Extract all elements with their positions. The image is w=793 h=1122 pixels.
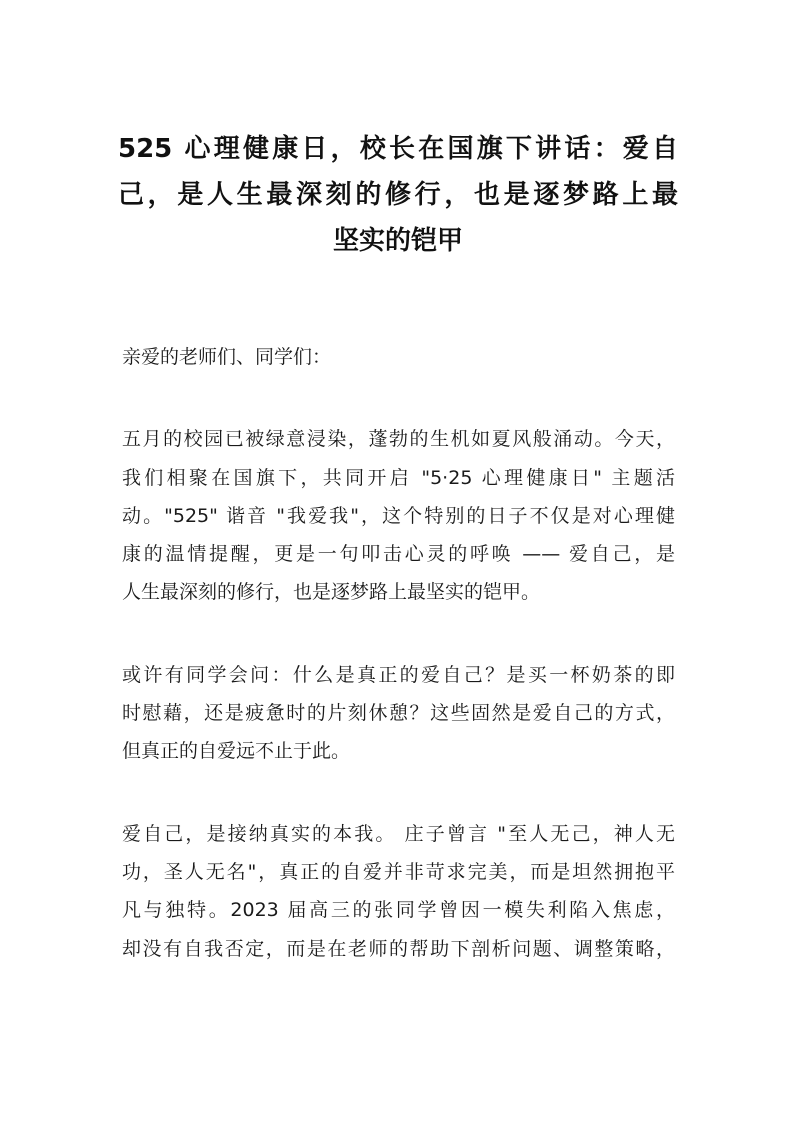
text-line: 人生最深刻的修行，也是逐梦路上最坚实的铠甲。 (122, 581, 541, 604)
text-line: 动。"525" 谐音 "我爱我"，这个特别的日子不仅是对心理健 (122, 504, 675, 527)
text-line: 功，圣人无名"，真正的自爱并非苛求完美，而是坦然拥抱平 (122, 860, 675, 883)
text-line: 爱自己，是接纳真实的本我。 庄子曾言 "至人无己，神人无 (122, 822, 675, 845)
text-line: 时慰藉，还是疲惫时的片刻休憩？这些固然是爱自己的方式， (122, 702, 675, 725)
text-line: 但真正的自爱远不止于此。 (122, 740, 351, 763)
greeting: 亲爱的老师们、同学们： (122, 346, 332, 368)
text-line: 或许有同学会问：什么是真正的爱自己？是买一杯奶茶的即 (122, 663, 675, 686)
text-line: 五月的校园已被绿意浸染，蓬勃的生机如夏风般涌动。今天， (122, 428, 675, 451)
title-line: 坚实的铠甲 (332, 226, 463, 256)
document-title (118, 126, 678, 264)
text-line: 康的温情提醒，更是一句叩击心灵的呼唤 —— 爱自己，是 (122, 543, 675, 566)
title-line: 己，是人生最深刻的修行，也是逐梦路上最 (118, 180, 678, 210)
paragraph (122, 815, 675, 968)
text-line: 却没有自我否定，而是在老师的帮助下剖析问题、调整策略， (122, 937, 675, 960)
text-line: 我们相聚在国旗下，共同开启 "5·25 心理健康日" 主题活 (122, 466, 675, 489)
greeting-paragraph (122, 338, 675, 376)
paragraph (122, 656, 675, 771)
text-line: 凡与独特。2023 届高三的张同学曾因一模失利陷入焦虑， (122, 899, 675, 922)
title-line: 525 心理健康日，校长在国旗下讲话：爱自 (118, 134, 678, 164)
paragraph (122, 420, 675, 611)
document-body (122, 338, 675, 1012)
